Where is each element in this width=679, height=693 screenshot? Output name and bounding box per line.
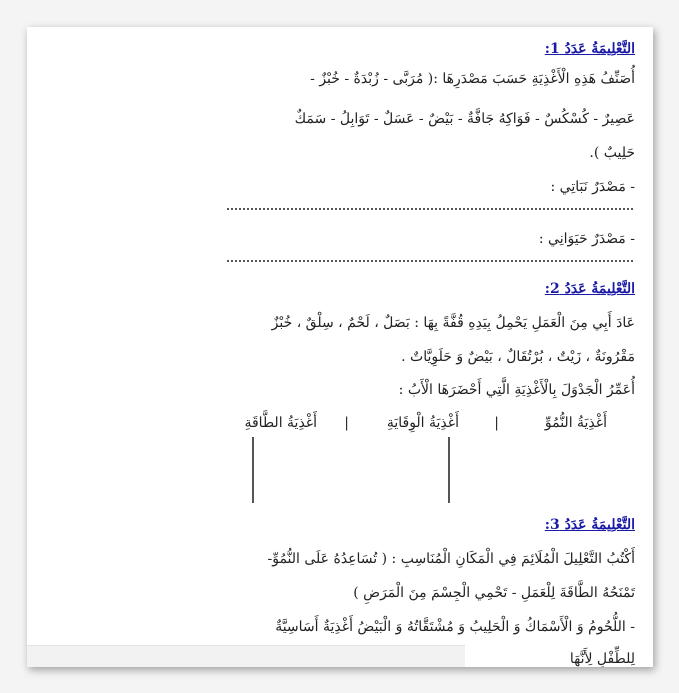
- exercise-3-heading: التَّعْلِيمَةُ عَدَدُ 3:: [544, 517, 635, 533]
- exercise-2-line-3: أُعَمِّرُ الْجَدْوَلَ بِالْأَغْذِيَةِ الَّتِي أَحْضَرَهَا الْأَبُ :: [398, 382, 635, 398]
- document-page: [27, 27, 653, 667]
- column-growth-foods: أَغْذِيَةُ النُّمُوِّ: [544, 415, 607, 431]
- exercise-1-line-2: عَصِيرٌ - كُسْكُسٌ - فَوَاكِهُ جَافَّةٌ - بَيْضٌ - عَسَلٌ - تَوَابِلُ - سَمَكٌ: [294, 111, 635, 127]
- exercise-3-line-4: لِلطِّفْلِ لِأَنَّهَا: [569, 651, 635, 667]
- exercise-3-line-3: - اللُّحُومُ وَ الْأَسْمَاكُ وَ الْحَلِيبُ وَ مُشْتَقَّاتُهُ وَ الْبَيْضُ أَغْذِيَةٌ أَسَاسِيَّةٌ: [275, 619, 635, 635]
- column-protection-foods: أَغْذِيَةُ الْوِقَايَةِ: [386, 415, 459, 431]
- plant-answer-dotted-line: [227, 208, 633, 210]
- exercise-1-heading: التَّعْلِيمَةُ عَدَدُ 1:: [544, 41, 635, 57]
- exercise-1-line-3: حَلِيبٌ ).: [589, 145, 635, 161]
- page-bottom-strip: [27, 645, 465, 667]
- plant-source-label: - مَصْدَرٌ نَبَاتِي :: [550, 179, 635, 195]
- column-separator: |: [344, 415, 349, 431]
- exercise-2-heading: التَّعْلِيمَةُ عَدَدُ 2:: [544, 281, 635, 297]
- food-table-header: [237, 415, 637, 435]
- animal-answer-dotted-line: [227, 260, 633, 262]
- exercise-2-line-2: مَقْرُونَةٌ ، زَيْتٌ ، بُرْتُقَالٌ ، بَيْضٌ وَ حَلَوِيَّاتٌ .: [401, 349, 635, 365]
- exercise-3-line-1: أَكْتُبُ التَّعْلِيلَ الْمُلَائِمَ فِي الْمَكَانِ الْمُنَاسِبِ : ( تُسَاعِدُهُ عَلَى النُّمُوِّ-: [267, 551, 635, 567]
- column-separator: |: [494, 415, 499, 431]
- exercise-1-line-1: أُصَنِّفُ هَذِهِ الْأَغْذِيَةِ حَسَبَ مَصْدَرِهَا :( مُرَبَّى - زُبْدَةٌ - خُبْزٌ -: [310, 71, 635, 87]
- exercise-2-line-1: عَادَ أَبِي مِنَ الْعَمَلِ يَحْمِلُ بِيَدِهِ قُفَّةً بِهَا : بَصَلٌ ، لَحْمٌ ، سِلْقٌ ، خُبْزٌ: [271, 315, 635, 331]
- exercise-3-line-2: تَمْنَحُهُ الطَّاقَةَ لِلْعَمَلِ - تَحْمِي الْجِسْمَ مِنَ الْمَرَضِ ): [353, 585, 635, 601]
- table-column-divider: [448, 437, 450, 503]
- animal-source-label: - مَصْدَرٌ حَيَوَانِي :: [538, 231, 635, 247]
- column-energy-foods: أَغْذِيَةُ الطَّاقَةِ: [244, 415, 317, 431]
- table-column-divider: [252, 437, 254, 503]
